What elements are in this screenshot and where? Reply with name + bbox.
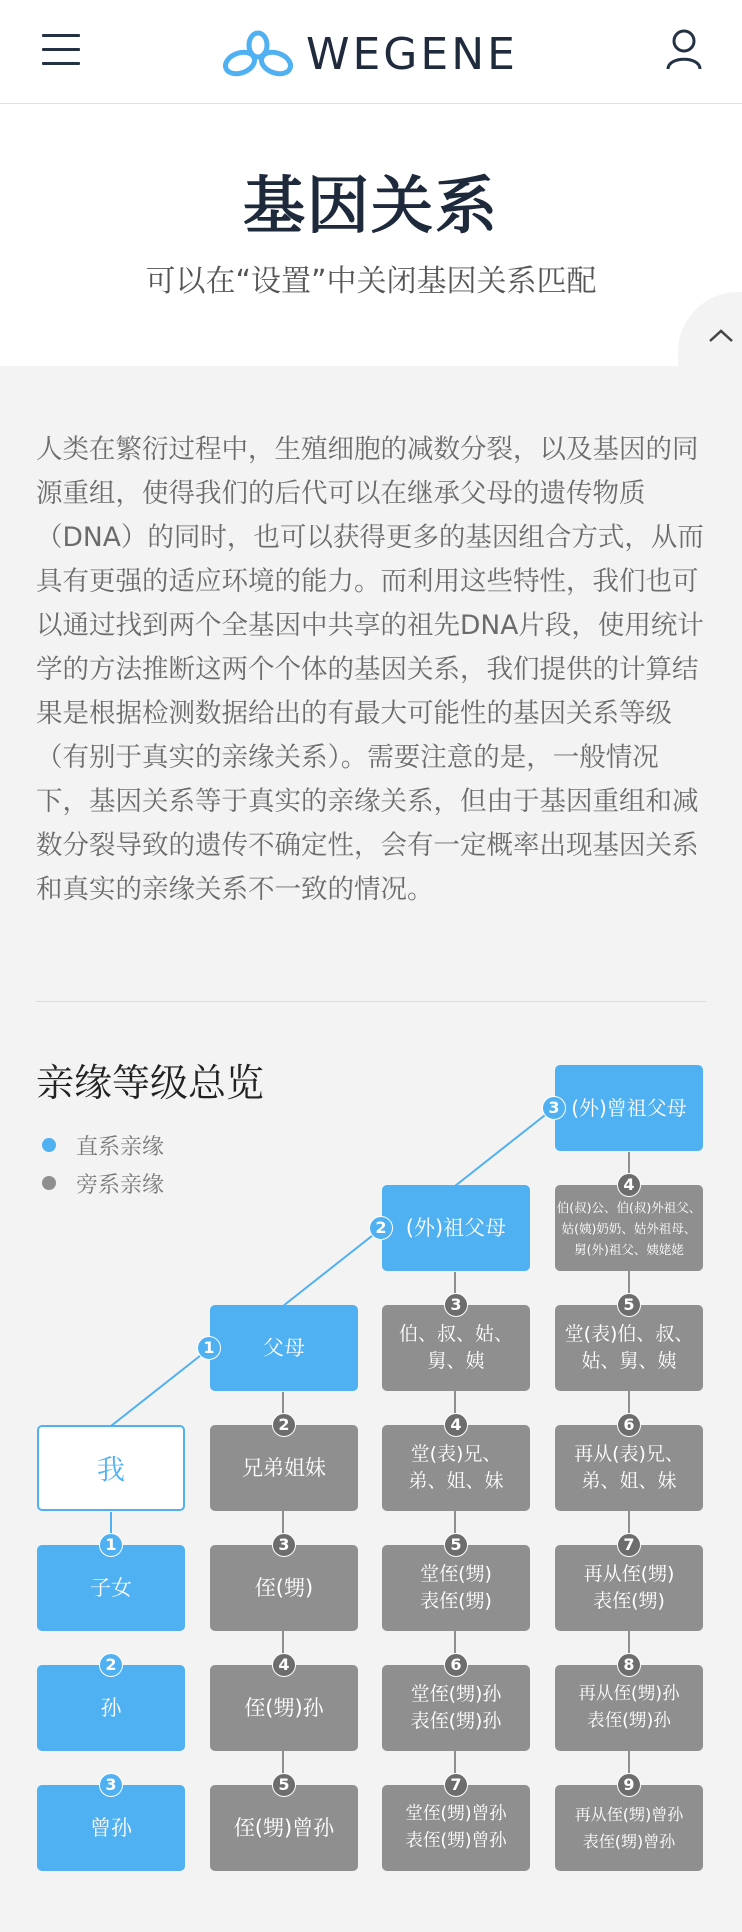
node-label: 堂侄(甥)曾孙 表侄(甥)曾孙	[405, 1804, 507, 1851]
node-label: 再从侄(甥)曾孙 表侄(甥)曾孙	[574, 1805, 684, 1851]
node-nephews[interactable]	[210, 1545, 358, 1631]
legend-label-collateral: 旁系亲缘	[76, 1172, 165, 1198]
degree-badge: 4	[272, 1653, 296, 1677]
node-label: 侄(甥)曾孙	[233, 1816, 335, 1840]
node-label: 伯、叔、姑、 舅、姨	[398, 1323, 513, 1372]
node-label: 堂侄(甥) 表侄(甥)	[420, 1563, 492, 1612]
page-subtitle: 可以在“设置”中关闭基因关系匹配	[145, 264, 597, 299]
wegene-logo-icon	[222, 30, 294, 78]
divider	[36, 1001, 706, 1002]
degree-badge: 2	[99, 1653, 123, 1677]
node-label: (外)曾祖父母	[571, 1096, 687, 1120]
degree-badge: 3	[444, 1293, 468, 1317]
node-great-grandnephews[interactable]	[210, 1785, 358, 1871]
node-label: 堂侄(甥)孙 表侄(甥)孙	[410, 1683, 502, 1732]
node-label: (外)祖父母	[405, 1216, 507, 1240]
node-label: 堂(表)伯、叔、 姑、舅、姨	[564, 1323, 694, 1372]
brand-name: WEGENE	[306, 28, 518, 80]
node-label: 堂(表)兄、 弟、姐、妹	[408, 1443, 504, 1492]
node-second-cousins[interactable]	[555, 1425, 703, 1511]
node-label: 侄(甥)	[254, 1576, 314, 1600]
node-label: 再从侄(甥)孙 表侄(甥)孙	[578, 1684, 680, 1731]
node-children[interactable]	[37, 1545, 185, 1631]
node-great-grandparents[interactable]	[555, 1065, 703, 1151]
legend-label-direct: 直系亲缘	[76, 1134, 165, 1160]
degree-badge: 8	[617, 1653, 641, 1677]
intro-paragraph: 人类在繁衍过程中，生殖细胞的减数分裂，以及基因的同源重组，使得我们的后代可以在继承父母的遗传物质（DNA）的同时，也可以获得更多的基因组合方式，从而具有更强的适应环境的能力。而利用这些特性，我们也可以通过找到两个全基因中共享的祖先DNA片段，使用统计学的方法推断这两个个体的基因关系，我们提供的计算结果是根据检测数据给出的有最大可能性的基因关系等级（有别于真实的亲缘关系）。需要注意的是，一般情况下，基因关系等于真实的亲缘关系，但由于基因重组和减数分裂导致的遗传不确定性，会有一定概率出现基因关系和真实的亲缘关系不一致的情况。	[36, 434, 704, 905]
node-second-cousin-great-grandnephews[interactable]	[555, 1785, 703, 1871]
node-grandchildren[interactable]	[37, 1665, 185, 1751]
node-label: 子女	[90, 1576, 132, 1600]
relationship-tree	[0, 1040, 742, 1900]
node-label: 兄弟姐妹	[242, 1456, 326, 1480]
degree-badge: 3	[99, 1773, 123, 1797]
degree-badge: 5	[444, 1533, 468, 1557]
node-label: 孙	[100, 1696, 122, 1720]
degree-badge: 6	[444, 1653, 468, 1677]
node-cousin-grandnephews[interactable]	[382, 1665, 530, 1751]
degree-badge: 3	[542, 1096, 566, 1120]
degree-badge: 1	[197, 1336, 221, 1360]
hamburger-menu-icon[interactable]	[42, 34, 80, 66]
degree-badge: 4	[617, 1173, 641, 1197]
degree-badge: 4	[444, 1413, 468, 1437]
node-grandnephews[interactable]	[210, 1665, 358, 1751]
node-second-cousin-grandnephews[interactable]	[555, 1665, 703, 1751]
node-label: 伯(叔)公、伯(叔)外祖父、 姑(姨)奶奶、姑外祖母、 舅(外)祖父、姨姥姥	[556, 1199, 702, 1257]
degree-badge: 3	[272, 1533, 296, 1557]
node-self[interactable]	[37, 1425, 185, 1511]
node-grand-uncles[interactable]	[555, 1185, 703, 1271]
node-first-cousin-uncles[interactable]	[555, 1305, 703, 1391]
node-siblings[interactable]	[210, 1425, 358, 1511]
node-great-grandchildren[interactable]	[37, 1785, 185, 1871]
degree-badge: 6	[617, 1413, 641, 1437]
degree-badge: 7	[617, 1533, 641, 1557]
node-cousin-nephews[interactable]	[382, 1545, 530, 1631]
degree-badge: 9	[617, 1773, 641, 1797]
chevron-up-icon	[708, 328, 734, 344]
degree-badge: 2	[369, 1216, 393, 1240]
user-icon[interactable]	[666, 28, 702, 70]
degree-badge: 5	[617, 1293, 641, 1317]
node-parents[interactable]	[210, 1305, 358, 1391]
node-label: 父母	[263, 1336, 305, 1360]
node-grandparents[interactable]	[382, 1185, 530, 1271]
node-cousins[interactable]	[382, 1425, 530, 1511]
node-label: 曾孙	[90, 1816, 132, 1840]
wegene-logo[interactable]	[222, 26, 518, 82]
node-cousin-great-grandnephews[interactable]	[382, 1785, 530, 1871]
top-nav	[0, 0, 742, 104]
degree-badge: 2	[272, 1413, 296, 1437]
node-uncles[interactable]	[382, 1305, 530, 1391]
node-label: 我	[96, 1453, 125, 1486]
node-label: 侄(甥)孙	[244, 1696, 324, 1720]
degree-badge: 7	[444, 1773, 468, 1797]
degree-badge: 1	[99, 1533, 123, 1557]
node-label: 再从侄(甥) 表侄(甥)	[583, 1563, 675, 1612]
node-second-cousin-nephews[interactable]	[555, 1545, 703, 1631]
degree-badge: 5	[272, 1773, 296, 1797]
section-title: 亲缘等级总览	[36, 1061, 265, 1105]
node-label: 再从(表)兄、 弟、姐、妹	[574, 1443, 684, 1492]
page-title: 基因关系	[242, 169, 499, 242]
